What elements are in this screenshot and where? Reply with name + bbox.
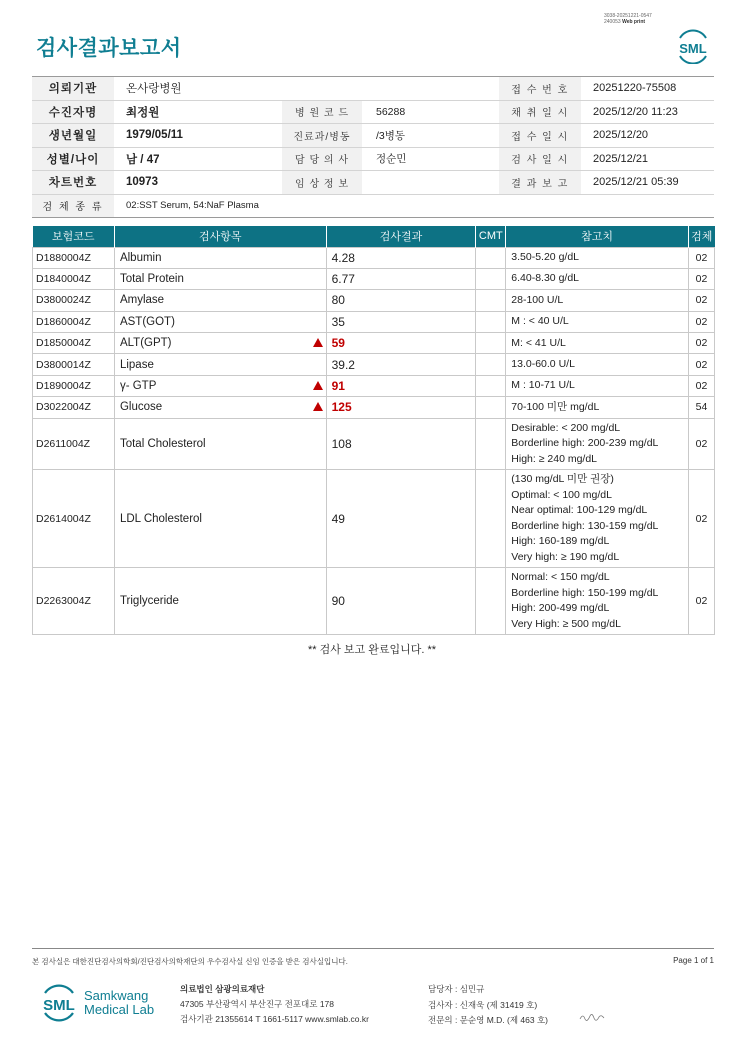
reference-line: 13.0-60.0 U/L — [511, 357, 575, 370]
reference-line: 3.50-5.20 g/dL — [511, 250, 580, 263]
test-result: 6.77 — [326, 268, 476, 289]
insurance-code: D2614004Z — [33, 470, 115, 568]
cmt-cell — [476, 311, 506, 332]
page-number: Page 1 of 1 — [673, 956, 714, 965]
test-name: γ- GTP — [119, 380, 157, 393]
info-label-tertiary: 접 수 번 호 — [499, 77, 581, 100]
reference-line: Borderline high: 130-159 mg/dL — [511, 519, 659, 532]
table-row — [33, 354, 715, 375]
test-item — [114, 290, 326, 311]
info-row — [32, 171, 714, 195]
specimen-code: 02 — [688, 354, 714, 375]
document-id: 3038-20251221-0547 240053 Web print — [604, 13, 652, 25]
test-result: 91 — [326, 375, 476, 396]
sml-logo — [672, 26, 714, 64]
test-result: 59 — [326, 333, 476, 354]
reference-line: M : 10-71 U/L — [511, 379, 575, 392]
info-value: 온사랑병원 — [126, 83, 182, 96]
cmt-cell — [476, 470, 506, 568]
table-row — [33, 470, 715, 568]
insurance-code: D1880004Z — [33, 247, 115, 268]
test-item — [114, 247, 326, 268]
insurance-code: D1840004Z — [33, 268, 115, 289]
high-flag-icon — [313, 381, 323, 390]
certification-text: 본 검사실은 대한진단검사의학회/진단검사의학재단의 우수검사실 신임 인증을 받은 검사실입니다. — [32, 957, 348, 966]
info-label-secondary: 담 당 의 사 — [282, 148, 362, 171]
specimen-code: 02 — [688, 470, 714, 568]
test-result: 125 — [326, 397, 476, 418]
info-value-secondary: /3병동 — [376, 129, 406, 142]
info-value-tertiary: 2025/12/20 11:23 — [593, 105, 678, 118]
specimen-row — [32, 195, 714, 218]
reference-line: M : < 40 U/L — [511, 315, 569, 328]
test-result: 39.2 — [326, 354, 476, 375]
test-name: Amylase — [119, 294, 165, 307]
specimen-code: 02 — [688, 268, 714, 289]
footer-brand: Samkwang Medical Lab — [84, 988, 155, 1017]
reference-line: Borderline high: 200-239 mg/dL — [511, 437, 659, 450]
table-row — [33, 333, 715, 354]
insurance-code: D1890004Z — [33, 375, 115, 396]
test-name: Triglyceride — [119, 595, 179, 608]
insurance-code: D1860004Z — [33, 311, 115, 332]
table-row — [33, 268, 715, 289]
info-value: 남 / 47 — [126, 153, 160, 166]
insurance-code: D2263004Z — [33, 568, 115, 635]
reference-range — [506, 290, 689, 311]
reference-line: Borderline high: 150-199 mg/dL — [511, 586, 659, 599]
cmt-cell — [476, 247, 506, 268]
specimen-code: 02 — [688, 568, 714, 635]
test-result: 35 — [326, 311, 476, 332]
test-result: 90 — [326, 568, 476, 635]
test-result: 80 — [326, 290, 476, 311]
info-value-tertiary: 20251220-75508 — [593, 82, 677, 95]
test-name: Total Protein — [119, 273, 184, 286]
insurance-code: D2611004Z — [33, 418, 115, 470]
info-label-tertiary: 결 과 보 고 — [499, 171, 581, 194]
test-name: Glucose — [119, 401, 163, 414]
info-label-secondary: 임 상 정 보 — [282, 171, 362, 194]
specimen-label: 검 체 종 류 — [32, 195, 114, 217]
info-value-tertiary: 2025/12/21 — [593, 152, 649, 165]
table-row — [33, 247, 715, 268]
reference-range — [506, 354, 689, 375]
signature-mark — [578, 1010, 608, 1024]
reference-line: High: 200-499 mg/dL — [511, 602, 610, 615]
info-row — [32, 124, 714, 148]
insurance-code: D3800024Z — [33, 290, 115, 311]
test-name: ALT(GPT) — [119, 337, 172, 350]
specimen-code: 02 — [688, 418, 714, 470]
results-header-row — [33, 226, 715, 247]
table-row — [33, 418, 715, 470]
info-label: 생년월일 — [32, 124, 114, 147]
insurance-code: D1850004Z — [33, 333, 115, 354]
test-item — [114, 397, 326, 418]
specimen-code: 02 — [688, 290, 714, 311]
insurance-code: D3800014Z — [33, 354, 115, 375]
reference-range — [506, 470, 689, 568]
reference-line: M: < 41 U/L — [511, 336, 566, 349]
footer-divider — [32, 948, 714, 949]
reference-range — [506, 375, 689, 396]
reference-line: 6.40-8.30 g/dL — [511, 272, 580, 285]
footer-organization: 의료법인 삼광의료재단 47305 부산광역시 부산진구 전포대로 178 검사기관 21355614 T 1661-5117 www.smlab.co.kr — [180, 984, 369, 1024]
table-row — [33, 311, 715, 332]
patient-info — [32, 76, 714, 218]
info-value: 최정원 — [126, 106, 160, 119]
reference-range — [506, 568, 689, 635]
reference-line: Near optimal: 100-129 mg/dL — [511, 504, 648, 517]
info-row — [32, 148, 714, 172]
info-value: 10973 — [126, 176, 158, 189]
header-reference: 참고치 — [506, 226, 689, 247]
info-label-secondary: 진료과/병동 — [282, 124, 362, 147]
sml-footer-logo — [36, 980, 82, 1022]
specimen-code: 02 — [688, 311, 714, 332]
test-item — [114, 268, 326, 289]
cmt-cell — [476, 268, 506, 289]
reference-range — [506, 268, 689, 289]
test-item — [114, 333, 326, 354]
report-title: 검사결과보고서 — [36, 37, 182, 60]
test-item — [114, 311, 326, 332]
info-row — [32, 101, 714, 125]
table-row — [33, 290, 715, 311]
reference-line: Very High: ≥ 500 mg/dL — [511, 617, 621, 630]
high-flag-icon — [313, 402, 323, 411]
header-result: 검사결과 — [326, 226, 476, 247]
reference-range — [506, 333, 689, 354]
cmt-cell — [476, 333, 506, 354]
info-label: 성별/나이 — [32, 148, 114, 171]
footer-staff: 담당자 : 심민규 검사자 : 신재욱 (제 31419 호) 전문의 : 문순영 M.D. (제 463 호) — [428, 984, 549, 1025]
reference-line: 28-100 U/L — [511, 293, 564, 306]
report-complete-text: ** 검사 보고 완료입니다. ** — [307, 644, 437, 656]
header-item: 검사항목 — [114, 226, 326, 247]
cmt-cell — [476, 418, 506, 470]
info-label-secondary: 병 원 코 드 — [282, 101, 362, 124]
reference-line: Normal: < 150 mg/dL — [511, 571, 610, 584]
svg-text:SML: SML — [43, 997, 75, 1014]
test-item — [114, 470, 326, 568]
specimen-code: 02 — [688, 247, 714, 268]
info-label-tertiary: 채 취 일 시 — [499, 101, 581, 124]
reference-line: (130 mg/dL 미만 권장) — [511, 473, 614, 486]
results-table — [32, 226, 715, 635]
reference-line: Optimal: < 100 mg/dL — [511, 488, 612, 501]
cmt-cell — [476, 397, 506, 418]
test-result: 49 — [326, 470, 476, 568]
test-item — [114, 568, 326, 635]
info-label: 수진자명 — [32, 101, 114, 124]
test-name: LDL Cholesterol — [119, 512, 202, 525]
reference-line: Very high: ≥ 190 mg/dL — [511, 550, 620, 563]
high-flag-icon — [313, 338, 323, 347]
svg-text:SML: SML — [679, 41, 707, 56]
header-cmt: CMT — [476, 226, 506, 247]
info-label-tertiary: 검 사 일 시 — [499, 148, 581, 171]
table-row — [33, 568, 715, 635]
info-label: 차트번호 — [32, 171, 114, 194]
reference-range — [506, 247, 689, 268]
reference-line: High: 160-189 mg/dL — [511, 535, 610, 548]
info-label: 의뢰기관 — [32, 77, 114, 100]
specimen-code: 54 — [688, 397, 714, 418]
table-row — [33, 375, 715, 396]
reference-line: Desirable: < 200 mg/dL — [511, 421, 621, 434]
reference-range — [506, 311, 689, 332]
specimen-value: 02:SST Serum, 54:NaF Plasma — [126, 200, 259, 211]
specimen-code: 02 — [688, 375, 714, 396]
reference-line: High: ≥ 240 mg/dL — [511, 452, 598, 465]
info-row — [32, 77, 714, 101]
cmt-cell — [476, 375, 506, 396]
test-name: Albumin — [119, 251, 162, 264]
table-row — [33, 397, 715, 418]
test-item — [114, 418, 326, 470]
test-item — [114, 354, 326, 375]
test-result: 4.28 — [326, 247, 476, 268]
test-name: Total Cholesterol — [119, 437, 206, 450]
cmt-cell — [476, 354, 506, 375]
test-item — [114, 375, 326, 396]
info-value-tertiary: 2025/12/20 — [593, 129, 649, 142]
reference-range — [506, 418, 689, 470]
info-label-tertiary: 접 수 일 시 — [499, 124, 581, 147]
info-value-tertiary: 2025/12/21 05:39 — [593, 176, 679, 189]
header-specimen: 검체 — [688, 226, 714, 247]
reference-range — [506, 397, 689, 418]
insurance-code: D3022004Z — [33, 397, 115, 418]
test-result: 108 — [326, 418, 476, 470]
specimen-code: 02 — [688, 333, 714, 354]
test-name: AST(GOT) — [119, 315, 175, 328]
cmt-cell — [476, 290, 506, 311]
info-value: 1979/05/11 — [126, 129, 183, 142]
reference-line: 70-100 미만 mg/dL — [511, 400, 600, 413]
info-value-secondary: 56288 — [376, 105, 406, 118]
info-value-secondary: 정순민 — [376, 153, 407, 166]
cmt-cell — [476, 568, 506, 635]
header-code: 보험코드 — [33, 226, 115, 247]
test-name: Lipase — [119, 358, 154, 371]
